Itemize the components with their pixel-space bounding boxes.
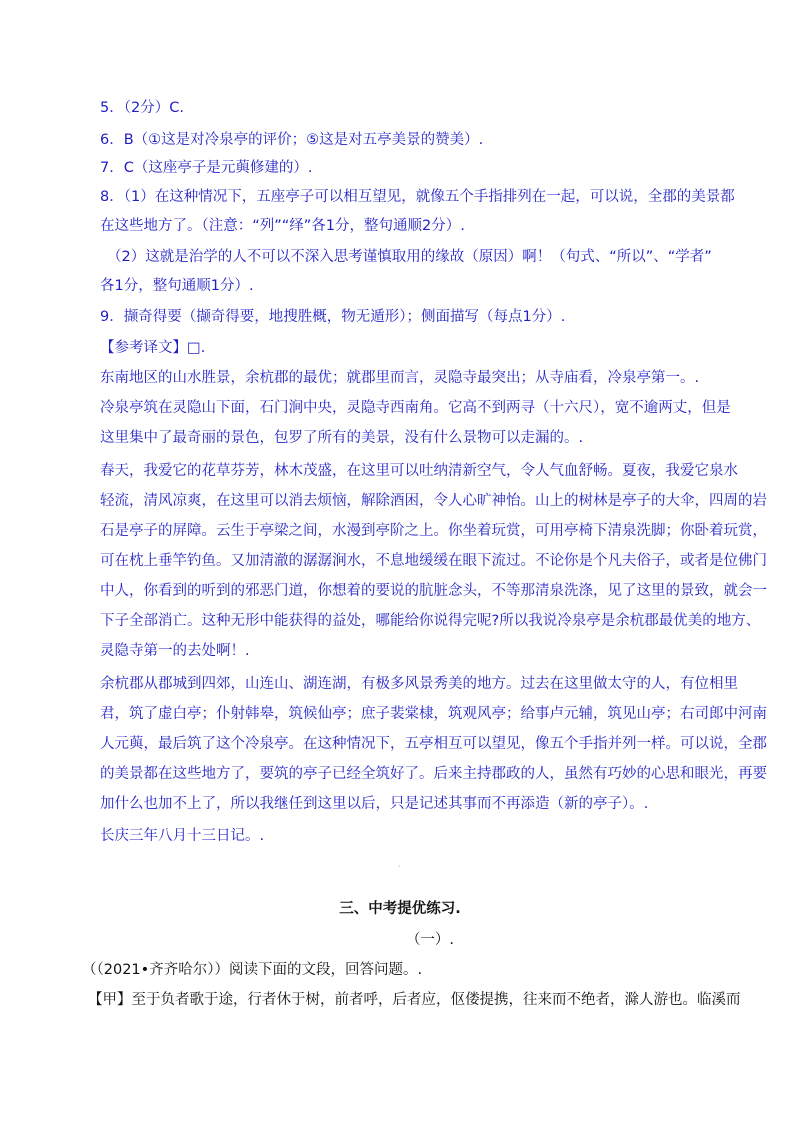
section-divider-dot: · <box>398 862 401 871</box>
answer-5: 5．（2分）C. <box>100 100 184 116</box>
answer-8-1-line-2: 在这些地方了。（注意：“列”“绎”各1分，整句通顺2分）. <box>100 218 465 234</box>
question-source: （（2021•齐齐哈尔））阅读下面的文段，回答问题。. <box>82 962 423 978</box>
translation-line: 冷泉亭筑在灵隐山下面，石门涧中央，灵隐寺西南角。它高不到两寻（十六尺），宽不逾两丈，但是 <box>100 400 731 416</box>
translation-line: 这里集中了最奇丽的景色，包罗了所有的美景，没有什么景物可以走漏的。. <box>100 430 584 446</box>
answer-8-2-line-2: 各1分，整句通顺1分）. <box>100 278 254 294</box>
answer-8-1-line-1: 8．（1）在这种情况下，五座亭子可以相互望见，就像五个手指排列在一起，可以说，全郡的美景都 <box>100 189 735 205</box>
translation-heading: 【参考译文】□. <box>100 340 206 356</box>
answer-7: 7．C（这座亭子是元藇修建的）. <box>100 160 313 176</box>
translation-line: 石是亭子的屏障。云生于亭梁之间，水漫到亭阶之上。你坐着玩赏，可用亭椅下清泉洗脚；你卧着玩赏， <box>100 523 767 539</box>
answer-8-2-line-1: （2）这就是治学的人不可以不深入思考谨慎取用的缘故（原因）啊！（句式、“所以”、“学者” <box>107 249 712 265</box>
translation-line: 余杭郡从郡城到四郊，山连山、湖连湖，有极多风景秀美的地方。过去在这里做太守的人，有位相里 <box>100 676 738 692</box>
passage-jia: 【甲】至于负者歌于途，行者休于树，前者呼，后者应，伛偻提携，往来而不绝者，滁人游也。临溪而 <box>88 992 741 1008</box>
translation-line: 东南地区的山水胜景，余杭郡的最优；就郡里而言，灵隐寺最突出；从寺庙看，冷泉亭第一。. <box>100 370 700 386</box>
translation-line: 长庆三年八月十三日记。. <box>100 828 265 844</box>
translation-line: 的美景都在这些地方了，要筑的亭子已经全筑好了。后来主持郡政的人，虽然有巧妙的心思和眼光，再要 <box>100 766 767 782</box>
translation-line: 灵隐寺第一的去处啊！. <box>100 643 250 659</box>
translation-line: 轻流，清风凉爽，在这里可以消去烦恼，解除酒困，令人心旷神怡。山上的树林是亭子的大伞，四周的岩 <box>100 493 767 509</box>
answer-9: 9．撷奇得要（撷奇得要，地搜胜概，物无遁形）；侧面描写（每点1分）. <box>100 309 566 325</box>
section-subtitle: （一）. <box>405 932 455 948</box>
translation-line: 人元藇，最后筑了这个冷泉亭。在这种情况下，五亭相互可以望见，像五个手指并列一样。可以说，全郡 <box>100 736 767 752</box>
section-title: 三、中考提优练习. <box>339 901 461 917</box>
translation-line: 可在枕上垂竿钓鱼。又加清澈的潺潺涧水，不息地缓缓在眼下流过。不论你是个凡夫俗子，或者是位佛门 <box>100 553 767 569</box>
answer-6: 6．B（①这是对冷泉亭的评价；⑤这是对五亭美景的赞美）. <box>100 132 484 148</box>
translation-line: 下子全部消亡。这种无形中能获得的益处，哪能给你说得完呢?所以我说冷泉亭是余杭郡最优美的地方、 <box>100 613 761 629</box>
translation-line: 君，筑了虚白亭；仆射韩皋，筑候仙亭；庶子裴棠棣，筑观风亭；给事卢元辅，筑见山亭；右司郎中河南 <box>100 706 767 722</box>
translation-line: 春天，我爱它的花草芬芳，林木茂盛，在这里可以吐纳清新空气，令人气血舒畅。夏夜，我爱它泉水 <box>100 463 738 479</box>
translation-line: 中人，你看到的听到的邪恶门道，你想着的要说的肮脏念头，不等那清泉洗涤，见了这里的景致，就会一 <box>100 583 767 599</box>
translation-line: 加什么也加不上了，所以我继任到这里以后，只是记述其事而不再添造（新的亭子）。. <box>100 796 649 812</box>
